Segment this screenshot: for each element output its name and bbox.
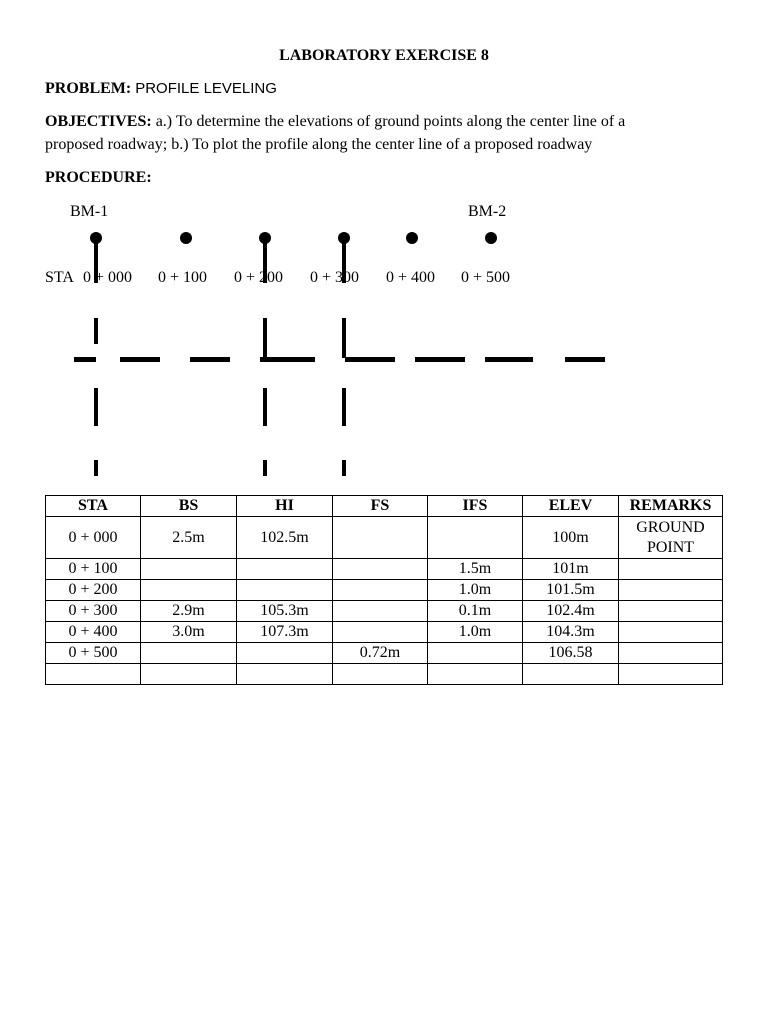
cell	[237, 580, 333, 601]
header-sta: STA	[46, 496, 141, 517]
ground-dashes	[74, 357, 605, 362]
station-label-5: 0 + 500	[461, 269, 511, 286]
procedure-label: PROCEDURE:	[45, 169, 152, 186]
header-elev: ELEV	[523, 496, 619, 517]
objectives-text-2: proposed roadway; b.) To plot the profile along the center line of a proposed roadway	[45, 136, 593, 153]
cell: 0 + 500	[46, 643, 141, 664]
header-bs: BS	[141, 496, 237, 517]
cell	[428, 664, 523, 685]
cell: 107.3m	[237, 622, 333, 643]
cell	[619, 664, 723, 685]
procedure-heading	[45, 169, 152, 187]
cell	[619, 622, 723, 643]
objectives-label: OBJECTIVES:	[45, 113, 152, 130]
cell: 0 + 000	[46, 517, 141, 559]
station-dot-4	[406, 232, 418, 244]
table-row	[46, 517, 723, 559]
objectives-text-1: a.) To determine the elevations of ground points along the center line of a	[155, 113, 626, 130]
cell	[237, 559, 333, 580]
cell	[333, 622, 428, 643]
table-header-row	[46, 496, 723, 517]
problem-label: PROBLEM:	[45, 80, 132, 97]
problem-value: PROFILE LEVELING	[135, 80, 277, 97]
cell	[619, 580, 723, 601]
cell	[619, 643, 723, 664]
cell: 3.0m	[141, 622, 237, 643]
cell	[428, 643, 523, 664]
cell	[333, 559, 428, 580]
bm2-label: BM-2	[468, 203, 507, 220]
cell	[428, 517, 523, 559]
bm1-label: BM-1	[70, 203, 109, 220]
header-hi: HI	[237, 496, 333, 517]
cell: 1.0m	[428, 580, 523, 601]
cell	[237, 664, 333, 685]
cell: 1.5m	[428, 559, 523, 580]
station-label-0: 0 + 000	[83, 269, 133, 286]
cell: 104.3m	[523, 622, 619, 643]
station-label-1: 0 + 100	[158, 269, 208, 286]
table-row	[46, 664, 723, 685]
station-prefix: STA	[45, 269, 74, 286]
table-row	[46, 622, 723, 643]
cell: 100m	[523, 517, 619, 559]
table-row	[46, 559, 723, 580]
objectives-line-2	[45, 136, 592, 154]
cell: 102.5m	[237, 517, 333, 559]
header-ifs: IFS	[428, 496, 523, 517]
cell: 0 + 200	[46, 580, 141, 601]
cell: 106.58	[523, 643, 619, 664]
cell	[141, 559, 237, 580]
cell: 101.5m	[523, 580, 619, 601]
table-row	[46, 580, 723, 601]
cell: 0.1m	[428, 601, 523, 622]
cell: 0.72m	[333, 643, 428, 664]
cell: 0 + 300	[46, 601, 141, 622]
vertical-dashes	[94, 318, 346, 476]
cell: 1.0m	[428, 622, 523, 643]
cell	[141, 664, 237, 685]
station-dot-1	[180, 232, 192, 244]
cell	[333, 517, 428, 559]
station-dot-5	[485, 232, 497, 244]
cell	[46, 664, 141, 685]
page-title: LABORATORY EXERCISE 8	[279, 47, 489, 64]
cell	[619, 601, 723, 622]
station-label-3: 0 + 300	[310, 269, 360, 286]
cell: 2.9m	[141, 601, 237, 622]
table-row	[46, 643, 723, 664]
cell	[619, 559, 723, 580]
cell: 0 + 400	[46, 622, 141, 643]
cell	[237, 643, 333, 664]
header-remarks: REMARKS	[619, 496, 723, 517]
objectives-line-1	[45, 113, 625, 131]
header-fs: FS	[333, 496, 428, 517]
cell: 102.4m	[523, 601, 619, 622]
cell: 105.3m	[237, 601, 333, 622]
station-label-2: 0 + 200	[234, 269, 284, 286]
table-row	[46, 601, 723, 622]
cell: GROUND POINT	[619, 517, 723, 559]
problem-line	[45, 80, 277, 98]
cell	[141, 580, 237, 601]
cell: 0 + 100	[46, 559, 141, 580]
cell: 101m	[523, 559, 619, 580]
cell	[333, 580, 428, 601]
cell	[141, 643, 237, 664]
leveling-table	[45, 495, 723, 685]
cell: 2.5m	[141, 517, 237, 559]
station-label-4: 0 + 400	[386, 269, 436, 286]
cell	[333, 664, 428, 685]
profile-leveling-diagram	[0, 195, 768, 485]
cell	[523, 664, 619, 685]
cell	[333, 601, 428, 622]
